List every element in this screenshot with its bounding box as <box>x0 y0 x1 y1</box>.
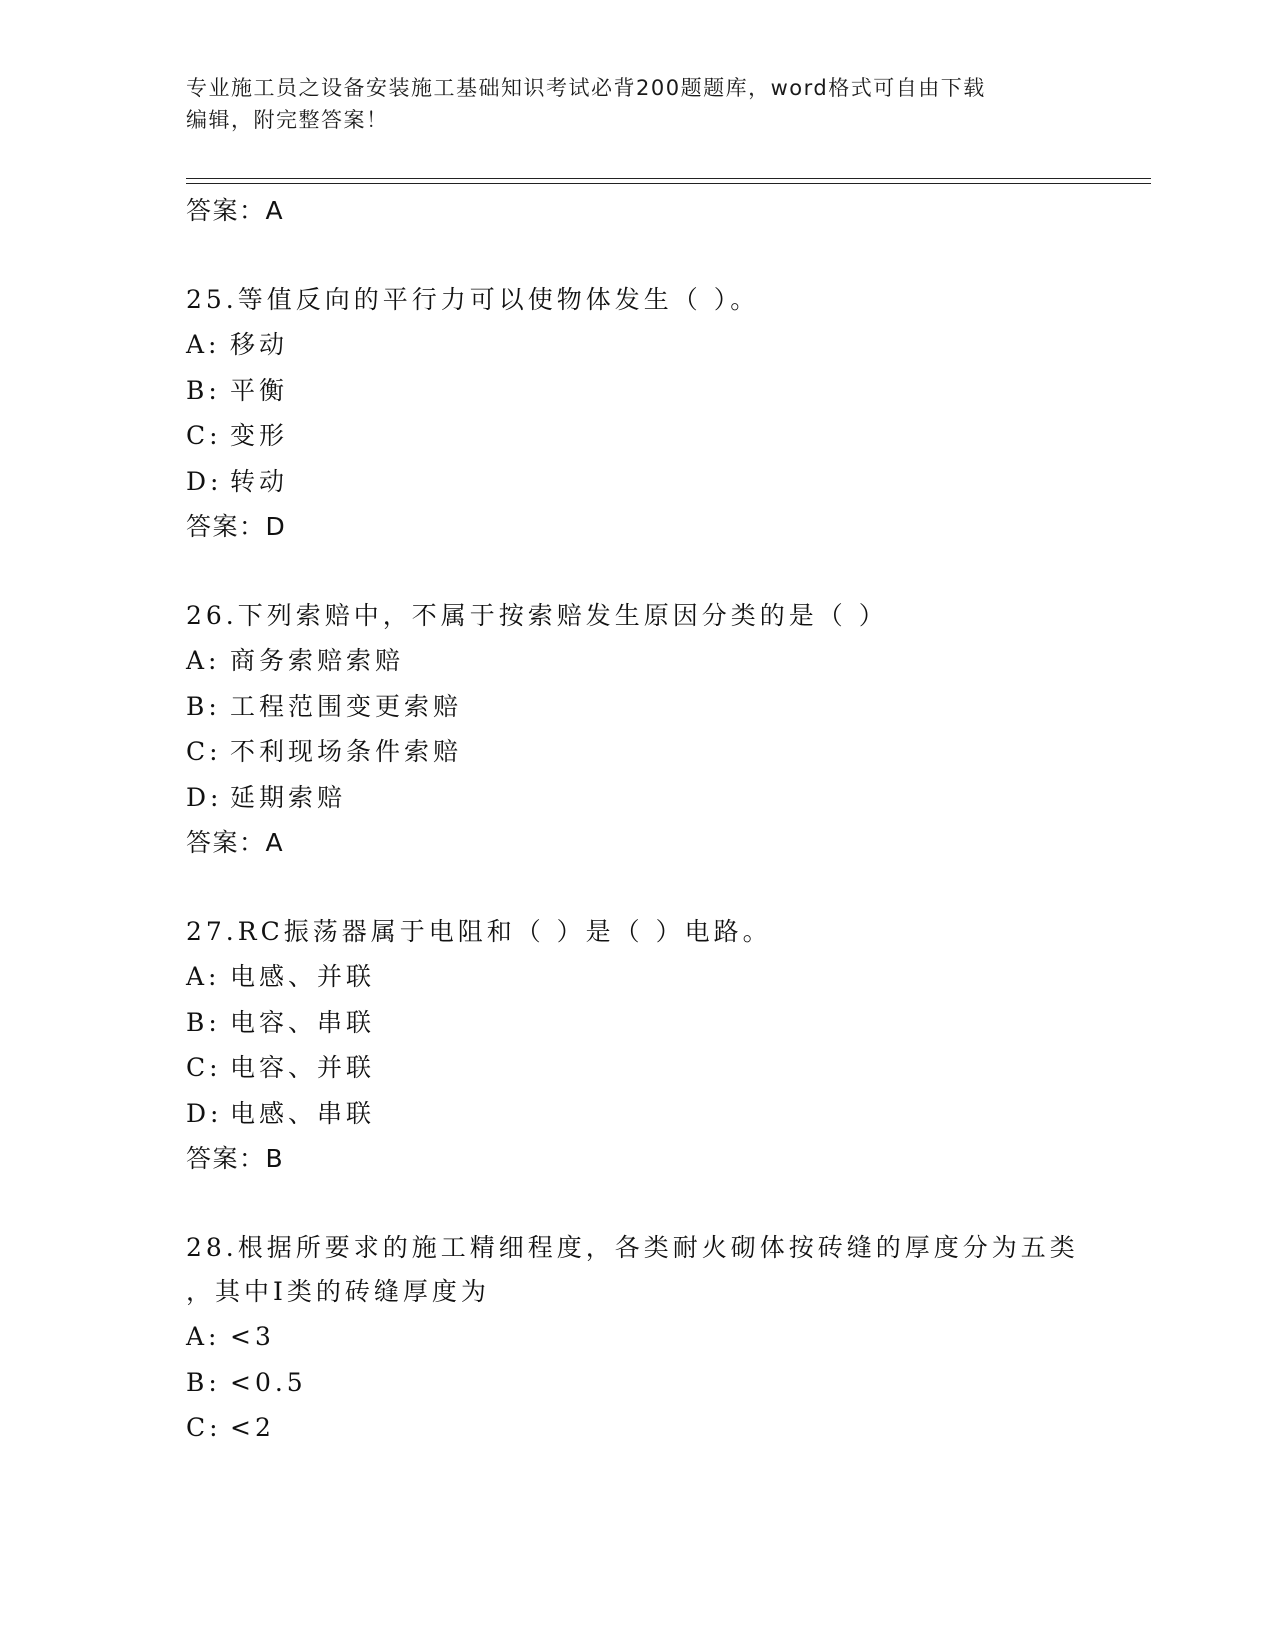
option-text: 移动 <box>230 330 289 359</box>
option-key: C: <box>186 1053 222 1082</box>
option-a <box>186 322 1086 368</box>
question-27 <box>186 910 1086 1181</box>
option-text: 电容、串联 <box>230 1007 376 1037</box>
option-a <box>186 954 1086 1000</box>
question-text: 26.下列索赔中，不属于按索赔发生原因分类的是（ ） <box>186 601 888 630</box>
option-key: B: <box>186 1367 221 1397</box>
option-c <box>186 1405 1086 1451</box>
option-text: 延期索赔 <box>230 782 347 812</box>
option-key: C: <box>186 1413 222 1442</box>
option-key: C: <box>186 421 222 450</box>
header-line-2: 编辑，附完整答案！ <box>186 108 389 132</box>
option-key: B: <box>186 1007 221 1037</box>
header-line-1: 专业施工员之设备安装施工基础知识考试必背200题题库，word格式可自由下载 <box>186 76 986 100</box>
option-text: <2 <box>230 1413 275 1442</box>
option-key: C: <box>186 737 222 766</box>
question-text: 27.RC振荡器属于电阻和（ ）是（ ）电路。 <box>186 917 772 946</box>
option-b <box>186 684 1086 730</box>
option-key: D: <box>186 466 223 496</box>
option-key: A: <box>186 330 221 359</box>
option-key: B: <box>186 375 221 405</box>
header-rule-top <box>186 178 1151 179</box>
option-text: 平衡 <box>230 375 289 405</box>
option-text: 变形 <box>230 421 289 450</box>
answer: 答案：B <box>186 1144 285 1173</box>
option-key: A: <box>186 962 221 991</box>
option-b <box>186 1000 1086 1046</box>
option-text: <0.5 <box>230 1367 307 1397</box>
option-key: A: <box>186 646 221 675</box>
option-text: 电容、并联 <box>230 1053 376 1082</box>
previous-answer: 答案：A <box>186 196 285 225</box>
option-d <box>186 1091 1086 1137</box>
answer: 答案：A <box>186 828 285 857</box>
header-rule-bottom <box>186 183 1151 184</box>
option-c <box>186 413 1086 459</box>
option-text: 电感、并联 <box>230 962 376 991</box>
question-26 <box>186 594 1086 865</box>
option-key: A: <box>186 1322 221 1351</box>
option-text: 电感、串联 <box>230 1098 376 1128</box>
option-d <box>186 459 1086 505</box>
question-list <box>186 188 1086 1451</box>
option-text: <3 <box>230 1322 275 1351</box>
question-25 <box>186 278 1086 549</box>
option-b <box>186 1360 1086 1406</box>
option-c <box>186 1045 1086 1091</box>
option-key: D: <box>186 1098 223 1128</box>
option-key: D: <box>186 782 223 812</box>
option-c <box>186 729 1086 775</box>
document-header <box>186 72 1066 136</box>
option-key: B: <box>186 691 221 721</box>
question-28 <box>186 1226 1086 1451</box>
option-a <box>186 1314 1086 1360</box>
option-text: 商务索赔索赔 <box>230 646 405 675</box>
question-text: 25.等值反向的平行力可以使物体发生（ ）。 <box>186 285 760 314</box>
question-text-line-1: 28.根据所要求的施工精细程度，各类耐火砌体按砖缝的厚度分为五类 <box>186 1233 1079 1262</box>
answer: 答案：D <box>186 512 287 541</box>
option-text: 转动 <box>230 466 289 496</box>
option-text: 不利现场条件索赔 <box>230 737 463 766</box>
option-b <box>186 368 1086 414</box>
option-a <box>186 638 1086 684</box>
question-text-line-2: ，其中Ⅰ类的砖缝厚度为 <box>186 1277 490 1306</box>
option-d <box>186 775 1086 821</box>
option-text: 工程范围变更索赔 <box>230 691 463 721</box>
